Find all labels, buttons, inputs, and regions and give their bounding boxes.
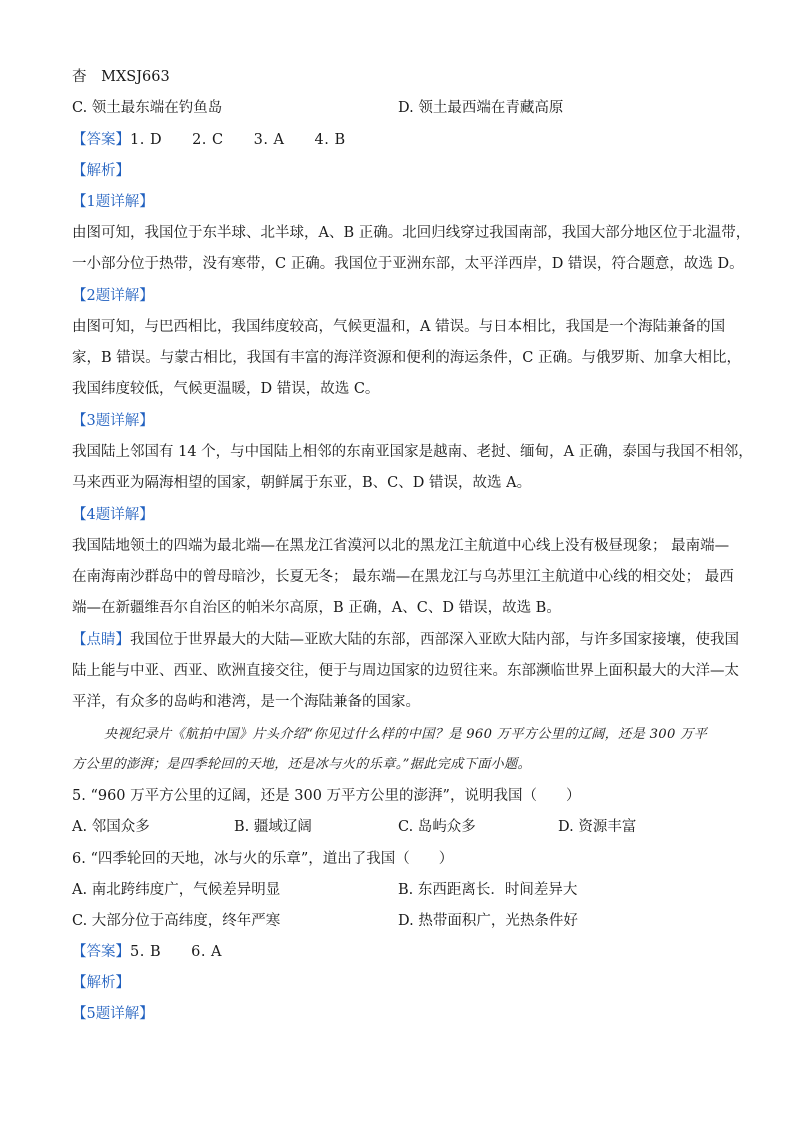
question-5-option-a: A. 邻国众多	[72, 819, 150, 835]
question-5-stem: 5. “960 万平方公里的辽阔，还是 300 万平方公里的澎湃”，说明我国（ ）	[72, 788, 581, 804]
material-line: 央视纪录片《航拍中国》片头介绍“你见过什么样的中国？是 960 万平方公里的辽阔，还是 300 万平	[104, 727, 708, 742]
detail-3-line: 马来西亚为隔海相望的国家，朝鲜属于东亚，B、C、D 错误，故选 A。	[72, 475, 532, 491]
answer-label: 【答案】	[72, 132, 130, 148]
detail-2-line: 我国纬度较低，气候更温暖，D 错误，故选 C。	[72, 381, 380, 397]
detail-1-line: 由图可知，我国位于东半球、北半球，A、B 正确。北回归线穿过我国南部，我国大部分地区位于北温带，	[72, 225, 751, 241]
detail-3-label: 【3题详解】	[72, 413, 154, 429]
analysis-label: 【解析】	[72, 163, 130, 179]
detail-2-line: 家，B 错误。与蒙古相比，我国有丰富的海洋资源和便利的海运条件，C 正确。与俄罗斯、加拿大相比，	[72, 350, 741, 366]
option-c: C. 领土最东端在钓鱼岛	[72, 100, 223, 116]
option-d: D. 领土最西端在青藏高原	[398, 100, 564, 116]
detail-4-line: 我国陆地领土的四端为最北端—在黑龙江省漠河以北的黑龙江主航道中心线上没有极昼现象； 最南端—	[72, 538, 730, 554]
material-line: 方公里的澎湃；是四季轮回的天地，还是冰与火的乐章。”据此完成下面小题。	[72, 757, 532, 772]
comment-row	[72, 631, 739, 649]
answer-label: 【答案】	[72, 944, 130, 960]
top-fragment-char: 杳	[72, 69, 87, 85]
detail-4-label: 【4题详解】	[72, 507, 154, 523]
answer-values: 5. B 6. A	[130, 944, 223, 960]
detail-5-label: 【5题详解】	[72, 1006, 154, 1022]
question-6-option-c: C. 大部分位于高纬度，终年严寒	[72, 913, 281, 929]
detail-4-line: 在南海南沙群岛中的曾母暗沙，长夏无冬； 最东端—在黑龙江与乌苏里江主航道中心线的相交处； 最西	[72, 569, 734, 585]
answer-row-2	[72, 943, 222, 961]
answer-values: 1. D 2. C 3. A 4. B	[130, 132, 346, 148]
question-6-stem: 6. “四季轮回的天地，冰与火的乐章”，道出了我国（ ）	[72, 851, 454, 867]
question-5-option-d: D. 资源丰富	[558, 819, 637, 835]
top-fragment	[72, 68, 170, 86]
detail-4-line: 端—在新疆维吾尔自治区的帕米尔高原，B 正确，A、C、D 错误，故选 B。	[72, 600, 561, 616]
comment-line: 陆上能与中亚、西亚、欧洲直接交往，便于与周边国家的边贸往来。东部濒临世界上面积最大的大洋—太	[72, 663, 739, 679]
question-5-option-b: B. 疆域辽阔	[234, 819, 312, 835]
detail-2-line: 由图可知，与巴西相比，我国纬度较高，气候更温和，A 错误。与日本相比，我国是一个海陆兼备的国	[72, 319, 726, 335]
comment-line: 我国位于世界最大的大陆—亚欧大陆的东部，西部深入亚欧大陆内部，与许多国家接壤，使我国	[130, 632, 739, 648]
question-6-option-a: A. 南北跨纬度广，气候差异明显	[72, 882, 281, 898]
comment-line: 平洋，有众多的岛屿和港湾，是一个海陆兼备的国家。	[72, 694, 420, 710]
comment-label: 【点睛】	[72, 632, 130, 648]
question-6-option-d: D. 热带面积广，光热条件好	[398, 913, 578, 929]
question-5-option-c: C. 岛屿众多	[398, 819, 476, 835]
detail-2-label: 【2题详解】	[72, 288, 154, 304]
analysis-label: 【解析】	[72, 975, 130, 991]
top-fragment-code: MXSJ663	[101, 69, 170, 85]
answer-row-1	[72, 131, 346, 149]
detail-1-line: 一小部分位于热带，没有寒带，C 正确。我国位于亚洲东部，太平洋西岸，D 错误，符合题意，故选 D。	[72, 256, 744, 272]
detail-1-label: 【1题详解】	[72, 194, 154, 210]
detail-3-line: 我国陆上邻国有 14 个，与中国陆上相邻的东南亚国家是越南、老挝、缅甸，A 正确，泰国与我国不相邻，	[72, 444, 753, 460]
question-6-option-b: B. 东西距离长．时间差异大	[398, 882, 578, 898]
